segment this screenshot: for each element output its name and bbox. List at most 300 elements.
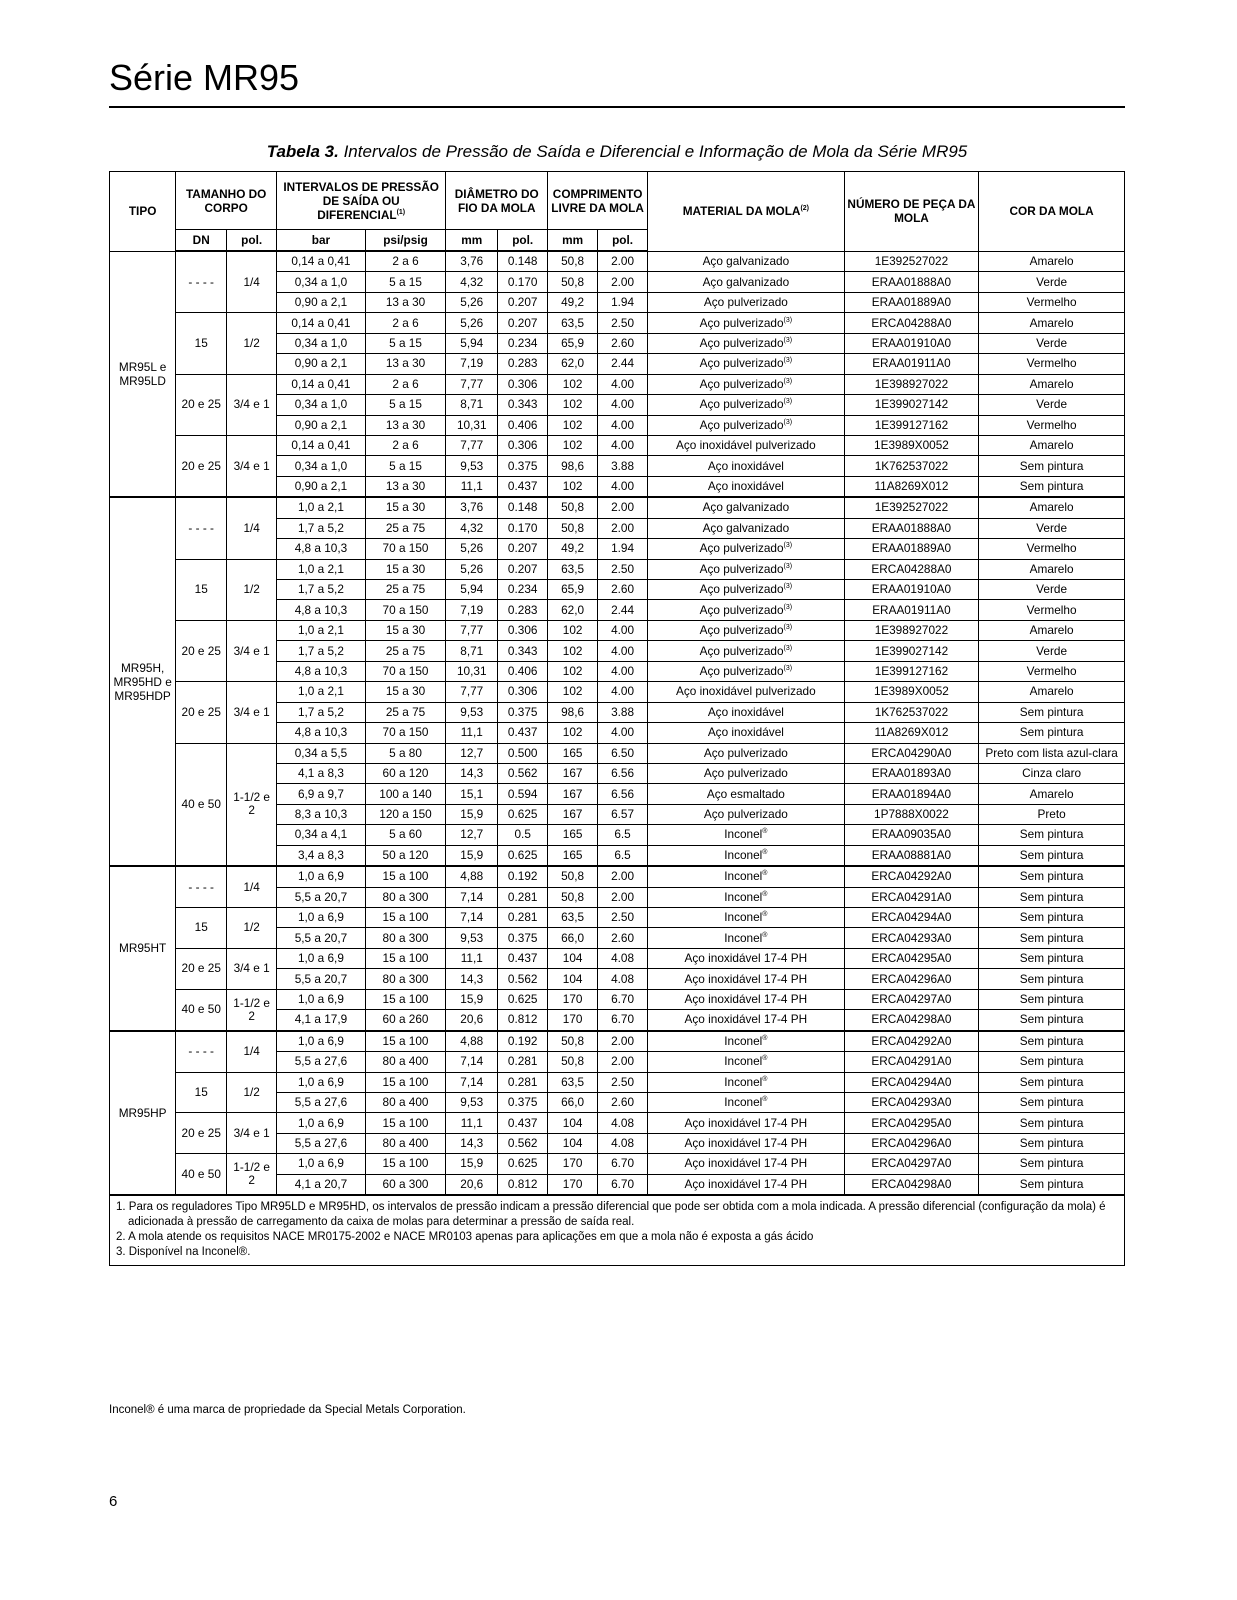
- range-bar-cell: 1,0 a 6,9: [277, 866, 366, 887]
- material-cell: [648, 539, 845, 559]
- part-number-cell: ERAA01911A0: [844, 600, 979, 620]
- dn-cell: 15: [176, 559, 227, 620]
- length-mm-cell: 50,8: [548, 1031, 598, 1052]
- length-pol-cell: 6.5: [598, 825, 648, 845]
- table-row: [110, 908, 1125, 928]
- range-psi-cell: 15 a 100: [365, 1031, 446, 1052]
- range-bar-cell: 0,34 a 1,0: [277, 272, 366, 292]
- pol-cell: 1/4: [227, 1031, 277, 1072]
- range-psi-cell: 5 a 15: [365, 272, 446, 292]
- spring-color-cell: Amarelo: [979, 497, 1125, 518]
- length-pol-cell: 4.00: [598, 620, 648, 640]
- wire-pol-cell: 0.812: [498, 1174, 548, 1195]
- header-pressure-ranges-note: (1): [396, 208, 406, 216]
- material-name: Aço galvanizado: [702, 274, 790, 289]
- range-bar-cell: 0,90 a 2,1: [277, 292, 366, 312]
- range-bar-cell: 0,14 a 0,41: [277, 313, 366, 333]
- spring-color-cell: Vermelho: [979, 539, 1125, 559]
- range-psi-cell: 80 a 300: [365, 928, 446, 948]
- material-name: Aço inoxidável 17-4 PH: [684, 1176, 808, 1191]
- pol-cell: 1/4: [227, 251, 277, 313]
- material-note: ®: [762, 1075, 768, 1083]
- part-number-cell: ERCA04293A0: [844, 928, 979, 948]
- material-name: Aço pulverizado: [699, 643, 784, 658]
- spring-color-cell: Verde: [979, 333, 1125, 353]
- material-note: ®: [762, 870, 768, 878]
- table-group: [110, 1031, 1125, 1196]
- material-cell: [648, 497, 845, 518]
- dn-cell: 20 e 25: [176, 1113, 227, 1154]
- range-psi-cell: 13 a 30: [365, 354, 446, 374]
- spring-color-cell: Amarelo: [979, 313, 1125, 333]
- spring-color-cell: Vermelho: [979, 415, 1125, 435]
- material-cell: [648, 763, 845, 783]
- dn-cell: 15: [176, 313, 227, 374]
- part-number-cell: 1E3989X0052: [844, 682, 979, 702]
- table-row: [110, 1072, 1125, 1092]
- material-name: Aço pulverizado: [699, 623, 784, 638]
- part-number-cell: ERCA04288A0: [844, 559, 979, 579]
- range-bar-cell: 4,8 a 10,3: [277, 661, 366, 681]
- wire-mm-cell: 10,31: [446, 661, 498, 681]
- table-row: [110, 866, 1125, 887]
- range-bar-cell: 0,90 a 2,1: [277, 476, 366, 497]
- spring-color-cell: Sem pintura: [979, 456, 1125, 476]
- length-mm-cell: 104: [548, 948, 598, 968]
- part-number-cell: ERAA01889A0: [844, 539, 979, 559]
- material-note: (3): [783, 644, 793, 652]
- range-psi-cell: 15 a 30: [365, 497, 446, 518]
- wire-pol-cell: 0.437: [498, 723, 548, 743]
- range-psi-cell: 70 a 150: [365, 539, 446, 559]
- spring-color-cell: Sem pintura: [979, 908, 1125, 928]
- part-number-cell: ERAA01894A0: [844, 784, 979, 804]
- wire-mm-cell: 12,7: [446, 825, 498, 845]
- length-pol-cell: 4.08: [598, 1133, 648, 1153]
- table-row: [110, 559, 1125, 579]
- length-mm-cell: 49,2: [548, 292, 598, 312]
- page-title: Série MR95: [109, 57, 300, 98]
- wire-pol-cell: 0.625: [498, 1154, 548, 1174]
- part-number-cell: ERCA04294A0: [844, 908, 979, 928]
- length-mm-cell: 102: [548, 661, 598, 681]
- material-cell: [648, 887, 845, 907]
- part-number-cell: ERAA01893A0: [844, 763, 979, 783]
- wire-mm-cell: 5,26: [446, 539, 498, 559]
- dn-cell: 20 e 25: [176, 682, 227, 743]
- range-bar-cell: 5,5 a 27,6: [277, 1133, 366, 1153]
- wire-pol-cell: 0.562: [498, 969, 548, 989]
- dn-cell: 40 e 50: [176, 989, 227, 1030]
- part-number-cell: 1E392527022: [844, 497, 979, 518]
- length-pol-cell: 2.00: [598, 251, 648, 272]
- length-pol-cell: 2.00: [598, 272, 648, 292]
- length-mm-cell: 167: [548, 784, 598, 804]
- range-psi-cell: 5 a 15: [365, 395, 446, 415]
- material-cell: [648, 928, 845, 948]
- subheader-psi: psi/psig: [365, 230, 446, 252]
- spring-color-cell: Vermelho: [979, 661, 1125, 681]
- length-mm-cell: 167: [548, 804, 598, 824]
- part-number-cell: ERCA04296A0: [844, 969, 979, 989]
- wire-mm-cell: 9,53: [446, 456, 498, 476]
- dn-cell: - - - -: [176, 497, 227, 559]
- header-material-note: (2): [800, 205, 809, 213]
- footer-trademark: Inconel® é uma marca de propriedade da Special Metals Corporation.: [109, 1404, 466, 1416]
- range-psi-cell: 15 a 100: [365, 908, 446, 928]
- wire-mm-cell: 7,77: [446, 374, 498, 394]
- wire-pol-cell: 0.148: [498, 497, 548, 518]
- range-psi-cell: 2 a 6: [365, 435, 446, 455]
- wire-pol-cell: 0.375: [498, 1092, 548, 1112]
- table-row: [110, 682, 1125, 702]
- spring-color-cell: Sem pintura: [979, 702, 1125, 722]
- length-pol-cell: 4.00: [598, 374, 648, 394]
- subheader-pol: pol.: [227, 230, 277, 252]
- wire-pol-cell: 0.192: [498, 1031, 548, 1052]
- wire-mm-cell: 3,76: [446, 251, 498, 272]
- material-note: ®: [762, 890, 768, 898]
- material-cell: [648, 1052, 845, 1072]
- spring-color-cell: Sem pintura: [979, 476, 1125, 497]
- material-cell: [648, 251, 845, 272]
- tipo-cell: MR95H, MR95HD e MR95HDP: [110, 497, 176, 866]
- material-name: Inconel: [724, 910, 763, 925]
- material-note: ®: [762, 911, 768, 919]
- table-row: [110, 989, 1125, 1009]
- note-3: 3. Disponível na Inconel®.: [116, 1246, 251, 1259]
- wire-mm-cell: 7,14: [446, 887, 498, 907]
- spring-color-cell: Amarelo: [979, 682, 1125, 702]
- material-name: Aço galvanizado: [702, 500, 790, 515]
- part-number-cell: 1K762537022: [844, 456, 979, 476]
- length-pol-cell: 2.60: [598, 1092, 648, 1112]
- material-name: Aço pulverizado: [699, 663, 784, 678]
- length-mm-cell: 50,8: [548, 887, 598, 907]
- material-name: Aço inoxidável pulverizado: [676, 438, 816, 453]
- table-group: [110, 866, 1125, 1031]
- material-cell: [648, 456, 845, 476]
- part-number-cell: ERCA04292A0: [844, 866, 979, 887]
- material-name: Aço pulverizado: [699, 315, 784, 330]
- table-row: [110, 743, 1125, 763]
- wire-pol-cell: 0.306: [498, 620, 548, 640]
- length-mm-cell: 170: [548, 1154, 598, 1174]
- range-psi-cell: 15 a 100: [365, 1072, 446, 1092]
- tipo-cell: MR95L e MR95LD: [110, 251, 176, 497]
- wire-mm-cell: 7,14: [446, 1072, 498, 1092]
- material-cell: [648, 1174, 845, 1195]
- range-psi-cell: 120 a 150: [365, 804, 446, 824]
- range-psi-cell: 15 a 100: [365, 866, 446, 887]
- part-number-cell: ERCA04290A0: [844, 743, 979, 763]
- length-mm-cell: 102: [548, 374, 598, 394]
- length-pol-cell: 6.70: [598, 1174, 648, 1195]
- material-cell: [648, 969, 845, 989]
- range-bar-cell: 0,34 a 1,0: [277, 395, 366, 415]
- material-note: (3): [783, 316, 793, 324]
- wire-mm-cell: 15,9: [446, 804, 498, 824]
- wire-mm-cell: 10,31: [446, 415, 498, 435]
- range-psi-cell: 2 a 6: [365, 251, 446, 272]
- spring-color-cell: Sem pintura: [979, 1154, 1125, 1174]
- dn-cell: 20 e 25: [176, 435, 227, 497]
- part-number-cell: ERAA08881A0: [844, 845, 979, 866]
- length-pol-cell: 6.56: [598, 763, 648, 783]
- length-mm-cell: 50,8: [548, 497, 598, 518]
- length-pol-cell: 2.00: [598, 518, 648, 538]
- material-cell: [648, 1113, 845, 1133]
- range-psi-cell: 60 a 300: [365, 1174, 446, 1195]
- wire-pol-cell: 0.207: [498, 539, 548, 559]
- wire-mm-cell: 14,3: [446, 763, 498, 783]
- material-cell: [648, 908, 845, 928]
- length-pol-cell: 4.08: [598, 948, 648, 968]
- range-psi-cell: 100 a 140: [365, 784, 446, 804]
- length-mm-cell: 98,6: [548, 702, 598, 722]
- dn-cell: 15: [176, 908, 227, 949]
- range-bar-cell: 1,0 a 6,9: [277, 1031, 366, 1052]
- material-name: Aço inoxidável 17-4 PH: [684, 1115, 808, 1130]
- length-pol-cell: 6.70: [598, 989, 648, 1009]
- length-mm-cell: 170: [548, 1010, 598, 1031]
- wire-mm-cell: 9,53: [446, 928, 498, 948]
- length-mm-cell: 102: [548, 395, 598, 415]
- material-cell: [648, 866, 845, 887]
- material-name: Aço inoxidável 17-4 PH: [684, 1012, 808, 1027]
- pol-cell: 3/4 e 1: [227, 620, 277, 681]
- table-row: [110, 1113, 1125, 1133]
- dn-cell: 20 e 25: [176, 620, 227, 681]
- header-material: [648, 172, 845, 252]
- spring-color-cell: Vermelho: [979, 600, 1125, 620]
- length-pol-cell: 4.00: [598, 682, 648, 702]
- material-name: Aço pulverizado: [703, 807, 788, 822]
- pol-cell: 1-1/2 e 2: [227, 1154, 277, 1195]
- wire-mm-cell: 14,3: [446, 969, 498, 989]
- range-psi-cell: 5 a 60: [365, 825, 446, 845]
- table-row: [110, 620, 1125, 640]
- material-name: Aço inoxidável: [707, 458, 784, 473]
- wire-pol-cell: 0.375: [498, 928, 548, 948]
- wire-mm-cell: 7,19: [446, 354, 498, 374]
- range-bar-cell: 1,0 a 2,1: [277, 497, 366, 518]
- wire-pol-cell: 0.375: [498, 702, 548, 722]
- wire-mm-cell: 11,1: [446, 1113, 498, 1133]
- material-name: Aço inoxidável 17-4 PH: [684, 991, 808, 1006]
- table-row: [110, 435, 1125, 455]
- wire-mm-cell: 20,6: [446, 1174, 498, 1195]
- part-number-cell: ERCA04291A0: [844, 887, 979, 907]
- length-pol-cell: 1.94: [598, 539, 648, 559]
- range-bar-cell: 0,90 a 2,1: [277, 415, 366, 435]
- material-cell: [648, 1031, 845, 1052]
- material-note: (3): [783, 562, 793, 570]
- spring-color-cell: Vermelho: [979, 354, 1125, 374]
- spring-color-cell: Preto com lista azul-clara: [979, 743, 1125, 763]
- range-bar-cell: 1,0 a 6,9: [277, 1154, 366, 1174]
- table-row: [110, 251, 1125, 272]
- spring-color-cell: Vermelho: [979, 292, 1125, 312]
- pol-cell: 1-1/2 e 2: [227, 743, 277, 866]
- range-bar-cell: 0,14 a 0,41: [277, 374, 366, 394]
- pol-cell: 3/4 e 1: [227, 948, 277, 989]
- wire-mm-cell: 7,14: [446, 908, 498, 928]
- range-bar-cell: 1,0 a 2,1: [277, 682, 366, 702]
- wire-pol-cell: 0.306: [498, 374, 548, 394]
- note-1: 1. Para os reguladores Tipo MR95LD e MR95HD, os intervalos de pressão indicam a pressão diferencial que pode ser obtida com a mola indicada. A pressão diferencial (configuração da mola) é adicionada à pressão de carregamento da caixa de molas para determinar a pressão de saída real.: [116, 1201, 1106, 1229]
- material-name: Inconel: [724, 889, 763, 904]
- length-mm-cell: 170: [548, 1174, 598, 1195]
- wire-pol-cell: 0.207: [498, 292, 548, 312]
- material-name: Inconel: [724, 930, 763, 945]
- pol-cell: 1/4: [227, 497, 277, 559]
- range-psi-cell: 15 a 30: [365, 559, 446, 579]
- pol-cell: 3/4 e 1: [227, 435, 277, 497]
- dn-cell: 20 e 25: [176, 374, 227, 435]
- part-number-cell: ERCA04297A0: [844, 1154, 979, 1174]
- range-bar-cell: 1,7 a 5,2: [277, 641, 366, 661]
- material-cell: [648, 1010, 845, 1031]
- spring-color-cell: Verde: [979, 395, 1125, 415]
- subheader-wire-pol: pol.: [498, 230, 548, 252]
- part-number-cell: 1E398927022: [844, 374, 979, 394]
- wire-mm-cell: 15,9: [446, 989, 498, 1009]
- range-bar-cell: 5,5 a 20,7: [277, 887, 366, 907]
- spring-color-cell: Sem pintura: [979, 723, 1125, 743]
- wire-pol-cell: 0.625: [498, 804, 548, 824]
- length-mm-cell: 63,5: [548, 559, 598, 579]
- material-note: ®: [762, 1055, 768, 1063]
- spring-color-cell: Sem pintura: [979, 1010, 1125, 1031]
- material-cell: [648, 784, 845, 804]
- length-mm-cell: 165: [548, 743, 598, 763]
- range-bar-cell: 1,0 a 6,9: [277, 1113, 366, 1133]
- spring-color-cell: Verde: [979, 272, 1125, 292]
- part-number-cell: ERCA04294A0: [844, 1072, 979, 1092]
- range-bar-cell: 4,8 a 10,3: [277, 539, 366, 559]
- wire-mm-cell: 7,77: [446, 682, 498, 702]
- range-psi-cell: 15 a 30: [365, 620, 446, 640]
- material-name: Aço pulverizado: [703, 766, 788, 781]
- length-mm-cell: 50,8: [548, 518, 598, 538]
- range-psi-cell: 13 a 30: [365, 476, 446, 497]
- length-pol-cell: 4.00: [598, 476, 648, 497]
- dn-cell: - - - -: [176, 1031, 227, 1072]
- part-number-cell: ERAA01911A0: [844, 354, 979, 374]
- length-mm-cell: 102: [548, 620, 598, 640]
- wire-pol-cell: 0.283: [498, 354, 548, 374]
- material-cell: [648, 435, 845, 455]
- range-psi-cell: 80 a 400: [365, 1092, 446, 1112]
- range-psi-cell: 5 a 15: [365, 333, 446, 353]
- part-number-cell: 1E392527022: [844, 251, 979, 272]
- wire-pol-cell: 0.437: [498, 948, 548, 968]
- wire-pol-cell: 0.562: [498, 1133, 548, 1153]
- material-cell: [648, 661, 845, 681]
- part-number-cell: 1E399127162: [844, 661, 979, 681]
- part-number-cell: 1K762537022: [844, 702, 979, 722]
- range-psi-cell: 25 a 75: [365, 580, 446, 600]
- range-bar-cell: 0,34 a 1,0: [277, 333, 366, 353]
- header-body-size: TAMANHO DO CORPO: [176, 172, 277, 230]
- material-name: Aço pulverizado: [699, 335, 784, 350]
- dn-cell: - - - -: [176, 866, 227, 907]
- length-mm-cell: 63,5: [548, 313, 598, 333]
- subheader-length-mm: mm: [548, 230, 598, 252]
- length-mm-cell: 50,8: [548, 272, 598, 292]
- spring-color-cell: Amarelo: [979, 251, 1125, 272]
- material-name: Aço esmaltado: [706, 786, 785, 801]
- material-name: Inconel: [724, 827, 763, 842]
- subheader-bar: bar: [277, 230, 366, 252]
- material-note: (3): [783, 398, 793, 406]
- table-group: [110, 251, 1125, 497]
- length-mm-cell: 165: [548, 825, 598, 845]
- spring-color-cell: Amarelo: [979, 374, 1125, 394]
- part-number-cell: ERAA01888A0: [844, 518, 979, 538]
- wire-pol-cell: 0.283: [498, 600, 548, 620]
- material-note: (3): [783, 357, 793, 365]
- spring-color-cell: Verde: [979, 580, 1125, 600]
- length-mm-cell: 102: [548, 476, 598, 497]
- range-psi-cell: 60 a 260: [365, 1010, 446, 1031]
- wire-pol-cell: 0.437: [498, 476, 548, 497]
- part-number-cell: 1E398927022: [844, 620, 979, 640]
- range-bar-cell: 4,8 a 10,3: [277, 723, 366, 743]
- length-mm-cell: 65,9: [548, 580, 598, 600]
- length-pol-cell: 6.70: [598, 1154, 648, 1174]
- wire-pol-cell: 0.170: [498, 518, 548, 538]
- part-number-cell: 1P7888X0022: [844, 804, 979, 824]
- length-mm-cell: 65,9: [548, 333, 598, 353]
- dn-cell: 40 e 50: [176, 743, 227, 866]
- range-bar-cell: 5,5 a 20,7: [277, 969, 366, 989]
- wire-pol-cell: 0.207: [498, 559, 548, 579]
- subheader-wire-mm: mm: [446, 230, 498, 252]
- spring-color-cell: Amarelo: [979, 559, 1125, 579]
- pol-cell: 1/2: [227, 313, 277, 374]
- material-cell: [648, 559, 845, 579]
- wire-pol-cell: 0.500: [498, 743, 548, 763]
- wire-mm-cell: 12,7: [446, 743, 498, 763]
- material-name: Inconel: [724, 1054, 763, 1069]
- part-number-cell: ERCA04291A0: [844, 1052, 979, 1072]
- material-cell: [648, 723, 845, 743]
- wire-mm-cell: 15,9: [446, 845, 498, 866]
- spring-color-cell: Sem pintura: [979, 887, 1125, 907]
- spring-color-cell: Sem pintura: [979, 866, 1125, 887]
- subheader-length-pol: pol.: [598, 230, 648, 252]
- material-cell: [648, 845, 845, 866]
- length-pol-cell: 2.50: [598, 559, 648, 579]
- spring-color-cell: Sem pintura: [979, 1133, 1125, 1153]
- wire-pol-cell: 0.625: [498, 845, 548, 866]
- part-number-cell: 11A8269X012: [844, 723, 979, 743]
- material-name: Inconel: [724, 1033, 763, 1048]
- length-pol-cell: 6.56: [598, 784, 648, 804]
- material-note: ®: [762, 828, 768, 836]
- header-material-label: MATERIAL DA MOLA: [682, 204, 801, 219]
- part-number-cell: 1E399027142: [844, 395, 979, 415]
- range-bar-cell: 1,0 a 2,1: [277, 620, 366, 640]
- spring-color-cell: Amarelo: [979, 784, 1125, 804]
- range-bar-cell: 5,5 a 20,7: [277, 928, 366, 948]
- part-number-cell: ERAA01910A0: [844, 580, 979, 600]
- material-name: Aço pulverizado: [703, 745, 788, 760]
- part-number-cell: ERAA01910A0: [844, 333, 979, 353]
- length-pol-cell: 4.00: [598, 661, 648, 681]
